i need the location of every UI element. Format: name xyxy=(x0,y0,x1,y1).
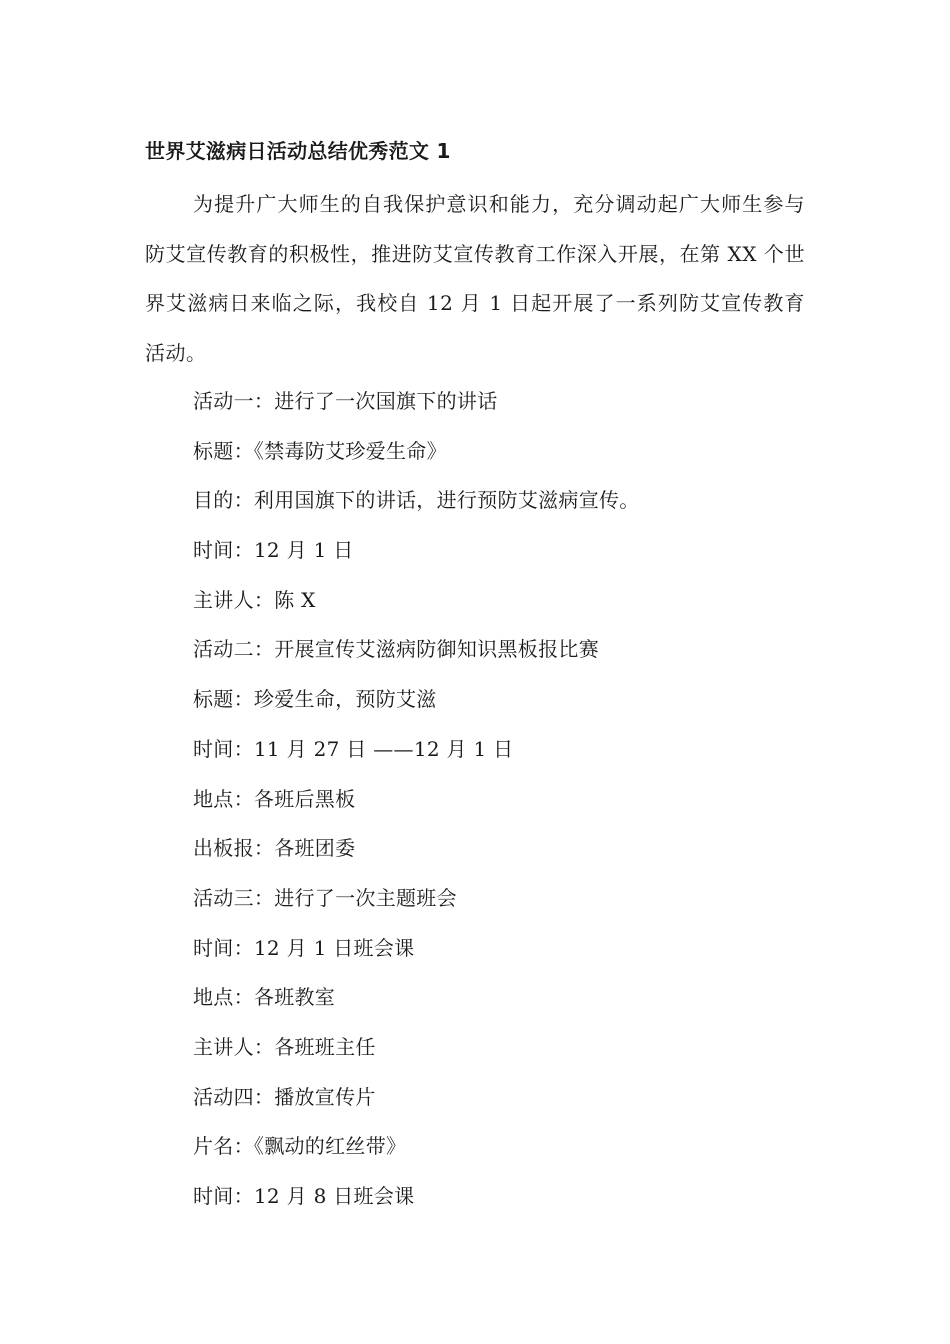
document-title: 世界艾滋病日活动总结优秀范文 1 xyxy=(145,139,451,163)
activity-2-location: 地点：各班后黑板 xyxy=(193,786,356,811)
activity-2-heading: 活动二：开展宣传艾滋病防御知识黑板报比赛 xyxy=(193,637,599,662)
activity-1-title: 标题：《禁毒防艾珍爱生命》 xyxy=(193,438,447,463)
activity-2-organizer: 出板报：各班团委 xyxy=(193,836,356,861)
activity-4-heading: 活动四：播放宣传片 xyxy=(193,1084,376,1109)
activity-list xyxy=(193,377,805,1222)
activity-1-heading: 活动一：进行了一次国旗下的讲话 xyxy=(193,389,498,413)
activity-1-speaker: 主讲人：陈 X xyxy=(193,587,316,612)
activity-4-time: 时间：12 月 8 日班会课 xyxy=(193,1184,415,1208)
activity-1-purpose: 目的：利用国旗下的讲话，进行预防艾滋病宣传。 xyxy=(193,488,640,513)
activity-3-time: 时间：12 月 1 日班会课 xyxy=(193,935,415,960)
activity-3-heading: 活动三：进行了一次主题班会 xyxy=(193,885,457,910)
activity-1-time: 时间：12 月 1 日 xyxy=(193,538,354,563)
activity-2-title: 标题：珍爱生命，预防艾滋 xyxy=(193,687,437,712)
intro-paragraph: 为提升广大师生的自我保护意识和能力，充分调动起广大师生参与防艾宣传教育的积极性，推进防艾宣传教育工作深入开展，在第 XX 个世界艾滋病日来临之际，我校自 12 月 1 日起开展了一系列防艾宣传教育活动。 xyxy=(145,192,805,366)
activity-3-speaker: 主讲人：各班班主任 xyxy=(193,1034,376,1059)
activity-2-time: 时间：11 月 27 日 ——12 月 1 日 xyxy=(193,736,514,761)
activity-4-film-title: 片名：《飘动的红丝带》 xyxy=(193,1134,407,1159)
activity-3-location: 地点：各班教室 xyxy=(193,985,336,1010)
